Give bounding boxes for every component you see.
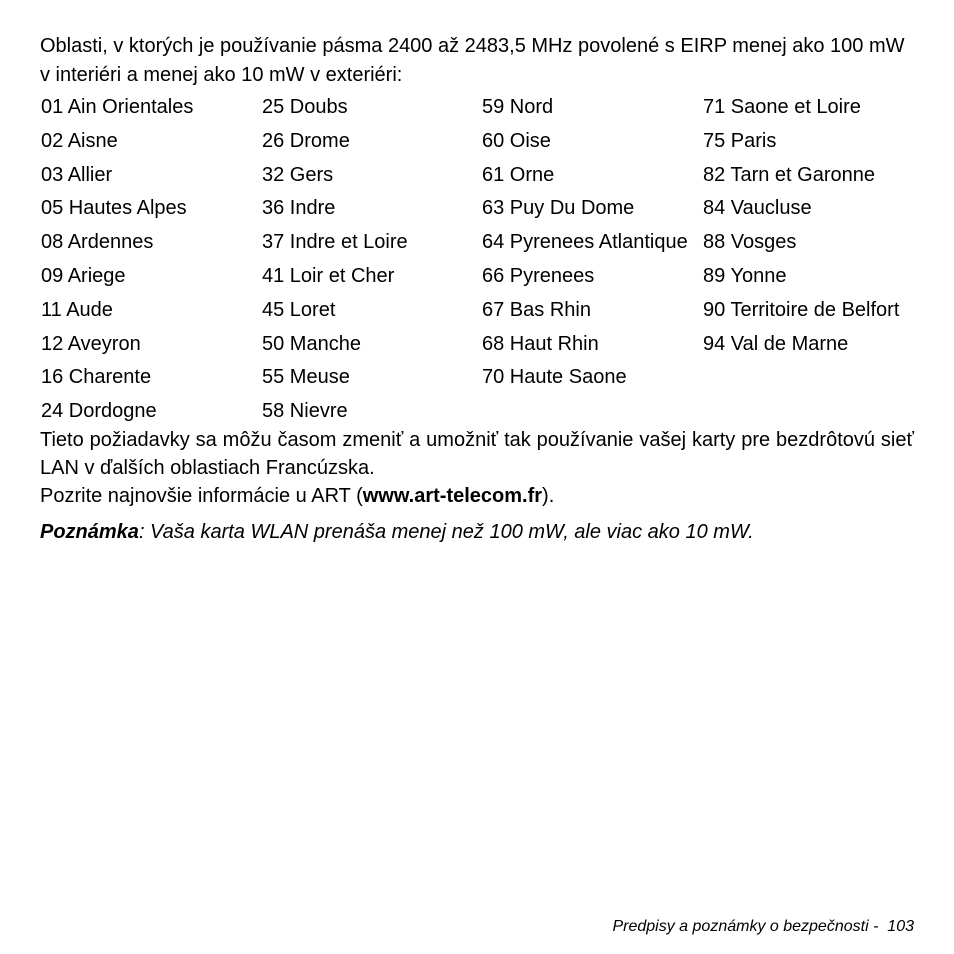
department-item: 66 Pyrenees (482, 264, 595, 287)
department-item: 08 Ardennes (41, 231, 154, 254)
department-column-1 (41, 94, 261, 432)
department-item: 24 Dordogne (41, 400, 157, 423)
department-item: 37 Indre et Loire (262, 231, 408, 254)
page-number: 103 (887, 918, 914, 935)
department-item: 12 Aveyron (41, 332, 141, 355)
department-column-4 (703, 94, 923, 364)
change-notice-paragraph: Tieto požiadavky sa môžu časom zmeniť a umožniť tak používanie vašej karty pre bezdrôtovú sieť LAN v ďalších oblastiach Francúzska. (40, 429, 914, 479)
department-item: 32 Gers (262, 163, 334, 186)
department-item: 11 Aude (41, 298, 113, 321)
note-paragraph (40, 518, 914, 546)
info-paragraph (40, 482, 914, 510)
department-table (40, 94, 914, 426)
department-item: 60 Oise (482, 129, 551, 152)
department-item: 03 Allier (41, 163, 113, 186)
department-item: 63 Puy Du Dome (482, 197, 635, 220)
department-item: 01 Ain Orientales (41, 96, 194, 118)
department-item: 84 Vaucluse (703, 197, 812, 220)
department-item: 89 Yonne (703, 264, 787, 287)
department-item: 02 Aisne (41, 129, 118, 152)
department-item: 50 Manche (262, 332, 361, 355)
department-item: 16 Charente (41, 366, 152, 389)
department-item: 25 Doubs (262, 96, 348, 118)
department-column-2 (262, 94, 482, 432)
department-item: 67 Bas Rhin (482, 298, 591, 321)
department-item: 68 Haut Rhin (482, 332, 599, 355)
department-item: 70 Haute Saone (482, 366, 627, 389)
department-item: 90 Territoire de Belfort (703, 298, 900, 321)
department-item: 94 Val de Marne (703, 332, 849, 355)
note-label: Poznámka (40, 521, 139, 543)
page-footer (612, 918, 914, 936)
department-item: 26 Drome (262, 129, 350, 152)
department-item: 75 Paris (703, 129, 777, 152)
art-telecom-link[interactable]: www.art-telecom.fr (362, 485, 543, 507)
department-item: 71 Saone et Loire (703, 96, 861, 118)
department-item: 41 Loir et Cher (262, 264, 395, 287)
info-suffix: ). (542, 485, 555, 507)
department-item: 36 Indre (262, 197, 336, 220)
department-item: 88 Vosges (703, 231, 797, 254)
info-prefix: Pozrite najnovšie informácie u ART ( (40, 485, 363, 507)
department-item: 55 Meuse (262, 366, 350, 389)
department-item: 05 Hautes Alpes (41, 197, 187, 220)
department-column-3 (482, 94, 702, 398)
department-item: 58 Nievre (262, 400, 348, 423)
department-item: 45 Loret (262, 298, 336, 321)
page-content (40, 32, 914, 546)
department-item: 59 Nord (482, 96, 554, 118)
department-item: 61 Orne (482, 163, 555, 186)
footer-section-title: Predpisy a poznámky o bezpečnosti - (612, 918, 879, 935)
note-text: : Vaša karta WLAN prenáša menej než 100 mW, ale viac ako 10 mW. (138, 521, 754, 543)
department-item: 82 Tarn et Garonne (703, 163, 875, 186)
department-item: 09 Ariege (41, 264, 126, 287)
department-item: 64 Pyrenees Atlantique (482, 231, 688, 254)
intro-paragraph: Oblasti, v ktorých je používanie pásma 2400 až 2483,5 MHz povolené s EIRP menej ako 100 mW v interiéri a menej ako 10 mW v exteriéri: (40, 35, 905, 86)
